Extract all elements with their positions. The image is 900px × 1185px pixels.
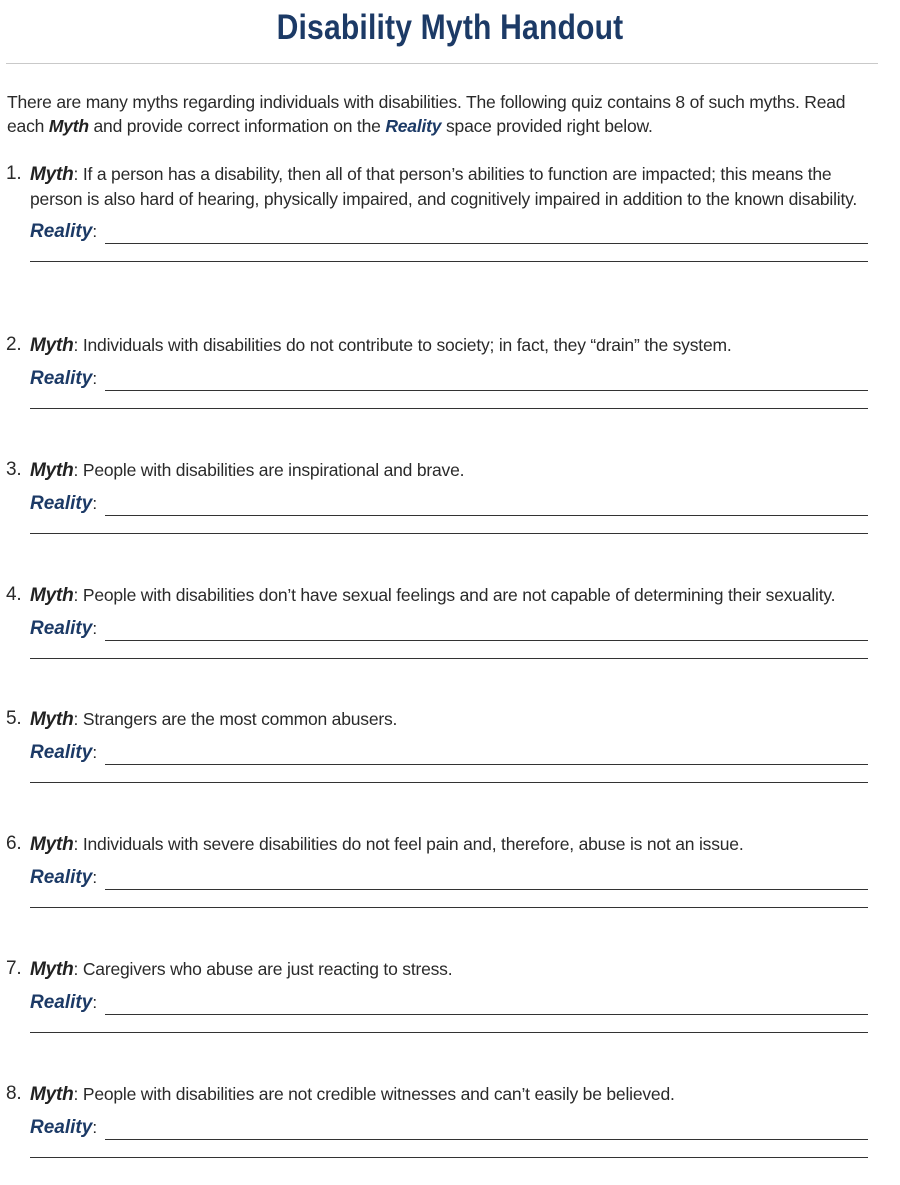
reality-answer-5	[6, 742, 886, 772]
myth-text: : Individuals with disabilities do not contribute to society; in fact, they “drain” the system.	[73, 335, 732, 355]
intro-text-2: and provide correct information on the	[88, 116, 386, 136]
answer-line-1[interactable]	[105, 1139, 868, 1140]
myth-item-2	[6, 333, 886, 398]
myth-label: Myth	[30, 460, 74, 481]
page-title: Disability Myth Handout	[276, 8, 624, 47]
myth-item-6	[6, 832, 886, 897]
myth-label: Myth	[30, 585, 74, 606]
answer-line-2[interactable]	[30, 658, 868, 659]
myth-text: : Caregivers who abuse are just reacting to stress.	[73, 959, 453, 979]
reality-answer-6	[6, 867, 886, 897]
reality-answer-2	[6, 368, 886, 398]
myth-item-7	[6, 957, 886, 1022]
myth-text: : If a person has a disability, then all of that person’s abilities to function are impacted; this means the person is also hard of hearing, physically impaired, and cognitively impaired in addition to the known disability.	[30, 164, 858, 209]
myth-item-5	[6, 707, 886, 772]
myth-label: Myth	[30, 164, 74, 185]
answer-line-2[interactable]	[30, 907, 868, 908]
reality-answer-3	[6, 493, 886, 523]
reality-label: Reality:	[30, 368, 98, 389]
reality-answer-1	[6, 221, 886, 251]
reality-answer-4	[6, 618, 886, 648]
myth-number: 7.	[6, 958, 22, 979]
answer-line-2[interactable]	[30, 533, 868, 534]
myth-number: 1.	[6, 163, 22, 184]
myth-text: : Strangers are the most common abusers.	[73, 709, 398, 729]
answer-line-1[interactable]	[105, 640, 868, 641]
answer-line-1[interactable]	[105, 1014, 868, 1015]
answer-line-1[interactable]	[105, 889, 868, 890]
intro-myth-word: Myth	[48, 116, 89, 136]
reality-label: Reality:	[30, 1117, 98, 1138]
answer-line-1[interactable]	[105, 515, 868, 516]
answer-line-1[interactable]	[105, 243, 868, 244]
myth-text: : People with disabilities are inspirational and brave.	[73, 460, 465, 480]
answer-line-1[interactable]	[105, 764, 868, 765]
myth-text: : People with disabilities are not credible witnesses and can’t easily be believed.	[73, 1084, 675, 1104]
myth-item-4	[6, 583, 886, 648]
myth-number: 5.	[6, 708, 22, 729]
myth-label: Myth	[30, 709, 74, 730]
myth-label: Myth	[30, 1084, 74, 1105]
reality-label: Reality:	[30, 221, 98, 242]
myth-label: Myth	[30, 834, 74, 855]
intro-reality-word: Reality	[385, 116, 442, 136]
myth-number: 6.	[6, 833, 22, 854]
answer-line-2[interactable]	[30, 782, 868, 783]
myth-number: 3.	[6, 459, 22, 480]
myth-number: 2.	[6, 334, 22, 355]
myth-text: : People with disabilities don’t have sexual feelings and are not capable of determining their sexuality.	[73, 585, 836, 605]
answer-line-1[interactable]	[105, 390, 868, 391]
myth-text: : Individuals with severe disabilities do not feel pain and, therefore, abuse is not an issue.	[73, 834, 744, 854]
reality-label: Reality:	[30, 493, 98, 514]
reality-answer-8	[6, 1117, 886, 1147]
reality-label: Reality:	[30, 618, 98, 639]
title-divider	[6, 63, 878, 64]
reality-label: Reality:	[30, 742, 98, 763]
intro-text-3: space provided right below.	[441, 116, 653, 136]
reality-label: Reality:	[30, 992, 98, 1013]
myth-number: 4.	[6, 584, 22, 605]
answer-line-2[interactable]	[30, 408, 868, 409]
myth-item-1	[6, 162, 886, 251]
myth-item-3	[6, 458, 886, 523]
myth-label: Myth	[30, 335, 74, 356]
myth-number: 8.	[6, 1083, 22, 1104]
answer-line-2[interactable]	[30, 1157, 868, 1158]
reality-answer-7	[6, 992, 886, 1022]
reality-label: Reality:	[30, 867, 98, 888]
intro-paragraph	[7, 90, 887, 138]
intro-text-1: There are many myths regarding individuals with disabilities. The following quiz contains 8 of such myths. Read each	[7, 92, 846, 136]
answer-line-2[interactable]	[30, 261, 868, 262]
myth-item-8	[6, 1082, 886, 1147]
answer-line-2[interactable]	[30, 1032, 868, 1033]
myth-label: Myth	[30, 959, 74, 980]
